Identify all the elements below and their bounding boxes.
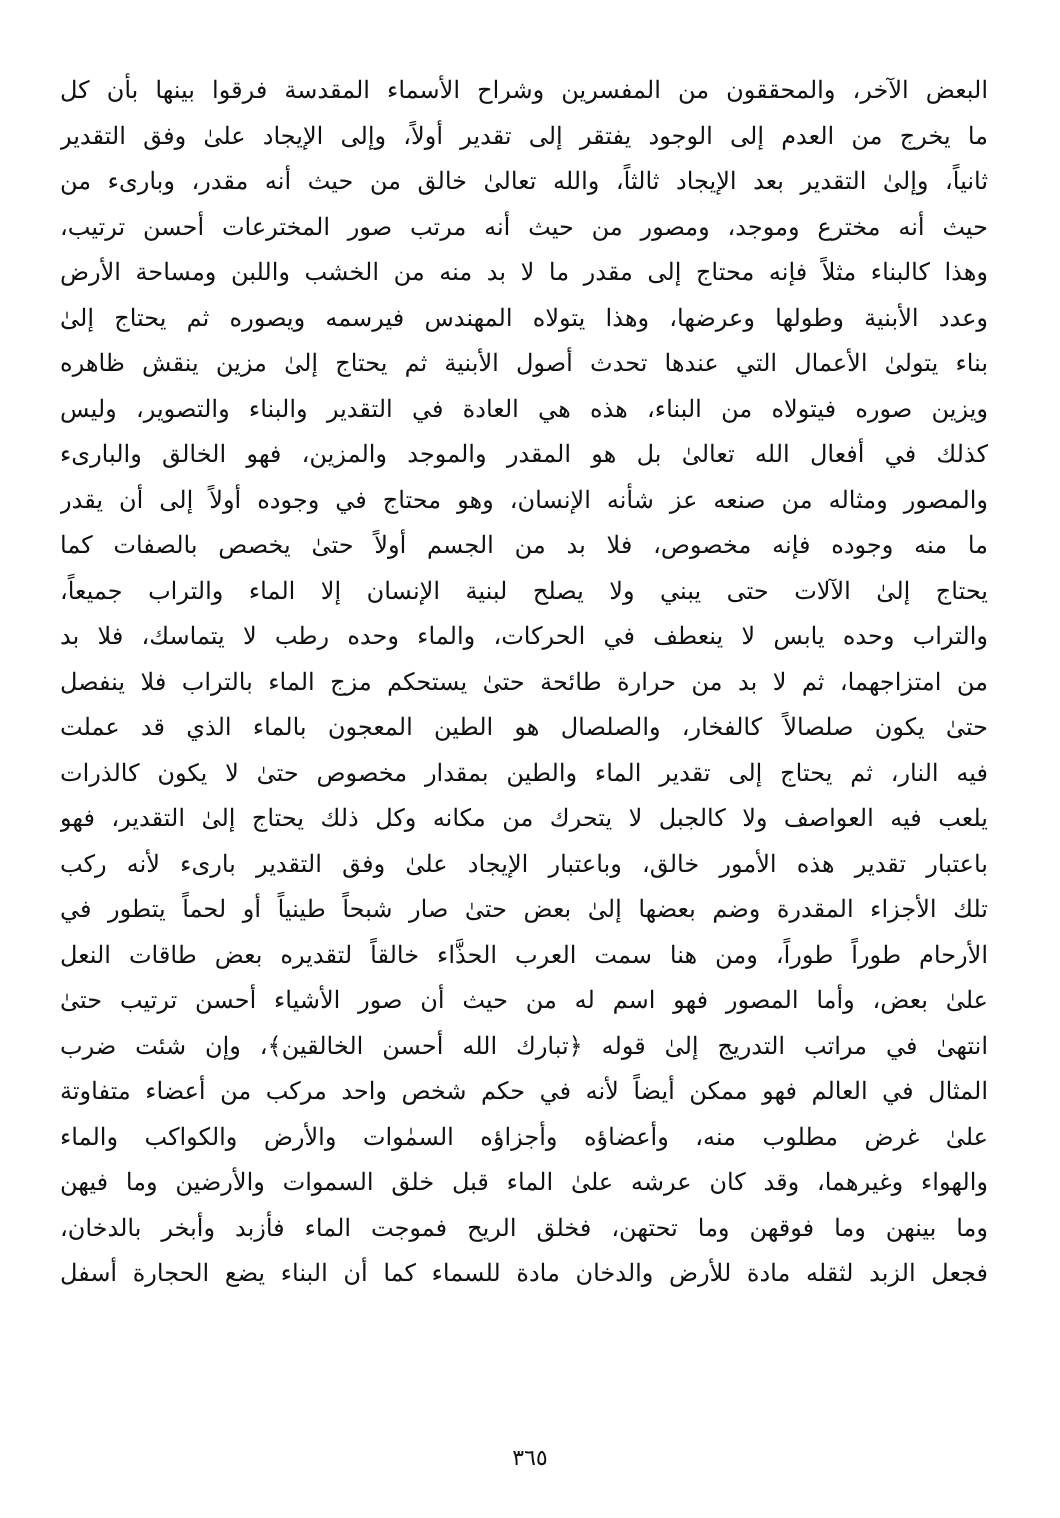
- text-line: باعتبار تقدير هذه الأمور خالق، وباعتبار الإيجاد علىٰ وفق التقدير بارىء لأنه ركب: [60, 849, 988, 878]
- text-line: علىٰ بعض، وأما المصور فهو اسم له من حيث أن صور الأشياء أحسن ترتيب حتىٰ: [60, 986, 988, 1014]
- text-line: ما يخرج من العدم إلى الوجود يفتقر إلى تقدير أولاً، وإلى الإيجاد علىٰ وفق التقدير: [60, 121, 988, 150]
- text-line: وعدد الأبنية وطولها وعرضها، وهذا يتولاه المهندس فيرسمه ويصوره ثم يحتاج إلىٰ: [60, 303, 988, 332]
- text-line: حتىٰ يكون صلصالاً كالفخار، والصلصال هو الطين المعجون بالماء الذي قد عملت: [60, 713, 988, 741]
- text-line: والهواء وغيرهما، وقد كان عرشه علىٰ الماء قبل خلق السموات والأرضين وما فيهن: [60, 1168, 988, 1196]
- text-line: والتراب وحده يابس لا ينعطف في الحركات، والماء وحده رطب لا يتماسك، فلا بد: [60, 622, 988, 650]
- text-line: كذلك في أفعال الله تعالىٰ بل هو المقدر والموجد والمزين، فهو الخالق والبارىء: [60, 440, 988, 468]
- text-line: البعض الآخر، والمحققون من المفسرين وشراح الأسماء المقدسة فرقوا بينها بأن كل: [60, 76, 988, 104]
- text-line: بناء يتولىٰ الأعمال التي عندها تحدث أصول الأبنية ثم يحتاج إلىٰ مزين ينقش ظاهره: [60, 349, 988, 377]
- body-text: [60, 68, 988, 1297]
- text-line: فجعل الزبد لثقله مادة للأرض والدخان مادة للسماء كما أن البناء يضع الحجارة أسفل: [60, 1259, 988, 1287]
- text-line: يحتاج إلىٰ الآلات حتى يبني ولا يصلح لبنية الإنسان إلا الماء والتراب جميعاً،: [60, 576, 988, 605]
- text-line: علىٰ غرض مطلوب منه، وأعضاؤه وأجزاؤه السمٰوات والأرض والكواكب والماء: [60, 1122, 988, 1151]
- text-line: فيه النار، ثم يحتاج إلى تقدير الماء والطين بمقدار مخصوص حتىٰ لا يكون كالذرات: [60, 758, 988, 787]
- text-line: الأرحام طوراً طوراً، ومن هنا سمت العرب الحذَّاء خالقاً لتقديره بعض طاقات النعل: [60, 940, 988, 969]
- text-line: وما بينهن وما فوقهن وما تحتهن، فخلق الريح فموجت الماء فأزبد وأبخر بالدخان،: [60, 1213, 988, 1242]
- page-number: ٣٦٥: [512, 1446, 548, 1471]
- text-line: وهذا كالبناء مثلاً فإنه محتاج إلى مقدر ما لا بد منه من الخشب واللبن ومساحة الأرض: [60, 258, 988, 286]
- text-line: والمصور ومثاله من صنعه عز شأنه الإنسان، وهو محتاج في وجوده أولاً إلى أن يقدر: [60, 485, 988, 514]
- text-line: ثانياً، وإلىٰ التقدير بعد الإيجاد ثالثاً، والله تعالىٰ خالق من حيث أنه مقدر، وبارىء من: [60, 167, 988, 195]
- text-line: تلك الأجزاء المقدرة وضم بعضها إلىٰ بعض حتىٰ صار شبحاً طينياً أو لحماً يتطور في: [60, 895, 988, 923]
- text-line: ما منه وجوده فإنه مخصوص، فلا بد من الجسم أولاً حتىٰ يخصص بالصفات كما: [60, 531, 988, 559]
- text-line: المثال في العالم فهو ممكن أيضاً لأنه في حكم شخص واحد مركب من أعضاء متفاوتة: [60, 1077, 988, 1105]
- text-line: ويزين صوره فيتولاه من البناء، هذه هي العادة في التقدير والبناء والتصوير، وليس: [60, 394, 988, 423]
- text-line: من امتزاجهما، ثم لا بد من حرارة طائحة حتىٰ يستحكم مزج الماء بالتراب فلا ينفصل: [60, 667, 988, 696]
- text-line: انتهىٰ في مراتب التدريج إلىٰ قوله ﴿تبارك الله أحسن الخالقين﴾، وإن شئت ضرب: [60, 1031, 988, 1060]
- text-line: يلعب فيه العواصف ولا كالجبل لا يتحرك من مكانه وكل ذلك يحتاج إلىٰ التقدير، فهو: [60, 804, 988, 832]
- text-line: حيث أنه مخترع وموجد، ومصور من حيث أنه مرتب صور المخترعات أحسن ترتيب،: [60, 212, 988, 241]
